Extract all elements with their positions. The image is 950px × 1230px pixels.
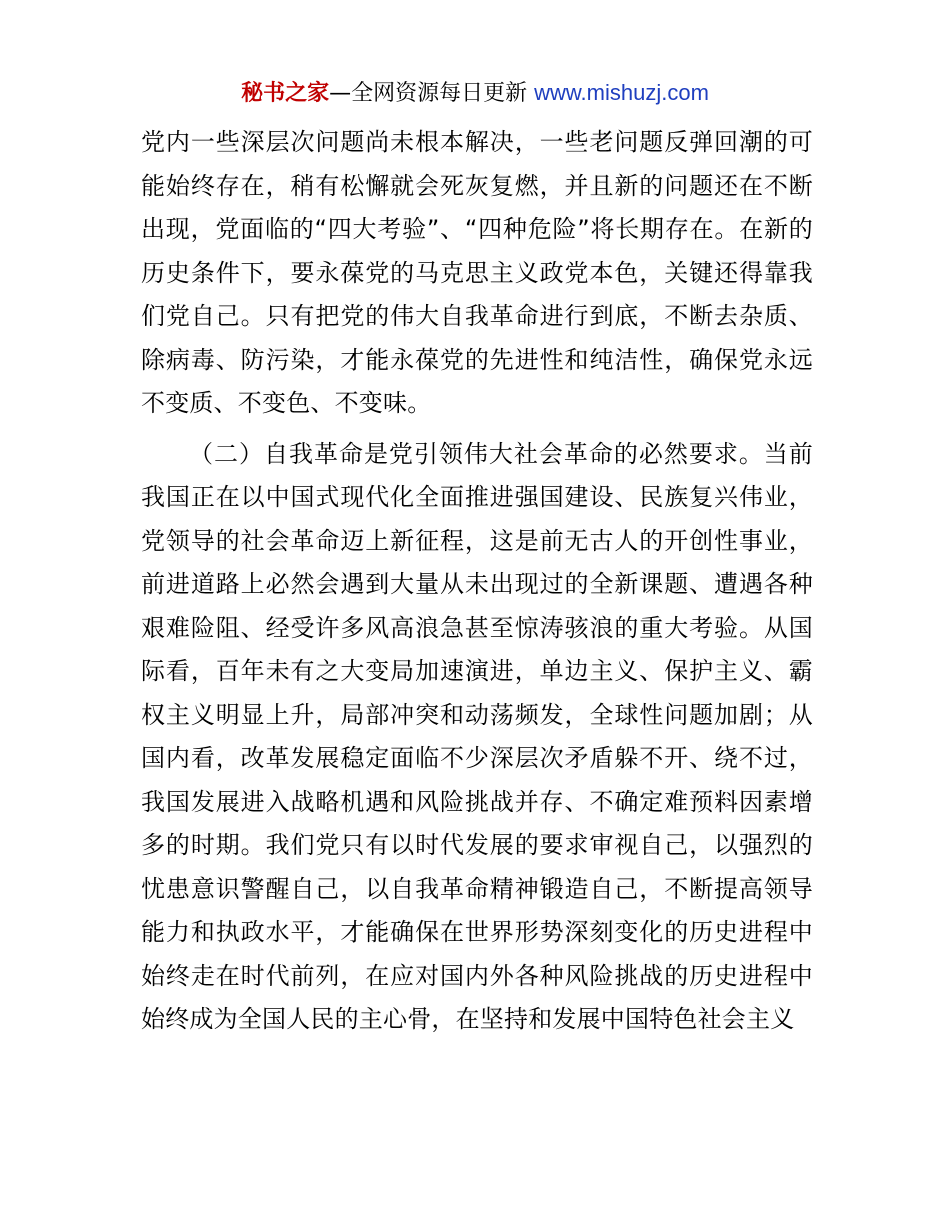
document-body [141,121,813,1042]
paragraph-continued: 党内一些深层次问题尚未根本解决，一些老问题反弹回潮的可能始终存在，稍有松懈就会死灰复燃，并且新的问题还在不断出现，党面临的“四大考验”、“四种危险”将长期存在。在新的历史条件下，要永葆党的马克思主义政党本色，关键还得靠我们党自己。只有把党的伟大自我革命进行到底，不断去杂质、除病毒、防污染，才能永葆党的先进性和纯洁性，确保党永远不变质、不变色、不变味。 [141,128,813,417]
page-header [0,78,950,109]
site-slogan: —全网资源每日更新 [329,81,535,106]
paragraph-section-two: （二）自我革命是党引领伟大社会革命的必然要求。当前我国正在以中国式现代化全面推进强国建设、民族复兴伟业，党领导的社会革命迈上新征程，这是前无古人的开创性事业，前进道路上必然会遇到大量从未出现过的全新课题、遭遇各种艰难险阻、经受许多风高浪急甚至惊涛骇浪的重大考验。从国际看，百年未有之大变局加速演进，单边主义、保护主义、霸权主义明显上升，局部冲突和动荡频发，全球性问题加剧；从国内看，改革发展稳定面临不少深层次矛盾躲不开、绕不过，我国发展进入战略机遇和风险挑战并存、不确定难预料因素增多的时期。我们党只有以时代发展的要求审视自己，以强烈的忧患意识警醒自己，以自我革命精神锻造自己，不断提高领导能力和执政水平，才能确保在世界形势深刻变化的历史进程中始终走在时代前列，在应对国内外各种风险挑战的历史进程中始终成为全国人民的主心骨，在坚持和发展中国特色社会主义 [141,439,813,1033]
site-url: www.mishuzj.com [534,80,709,105]
site-brand: 秘书之家 [241,81,330,106]
